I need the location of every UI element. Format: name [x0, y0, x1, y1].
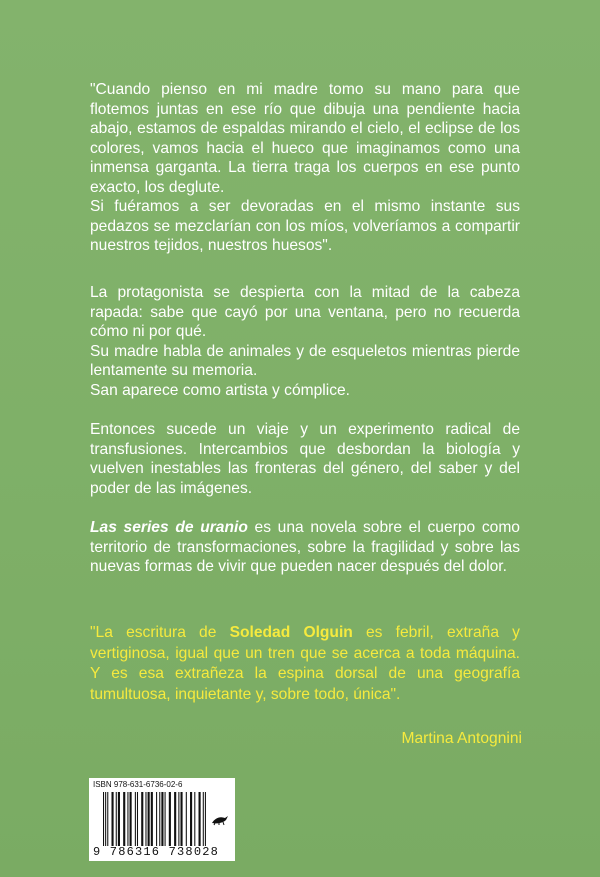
publisher-logo-icon — [211, 814, 229, 826]
synopsis-paragraph-2 — [90, 420, 520, 498]
barcode-bar — [199, 792, 201, 846]
synopsis-paragraph — [90, 283, 520, 400]
opening-excerpt — [90, 80, 520, 256]
barcode-bar — [105, 792, 106, 846]
barcode-bar — [203, 792, 204, 846]
barcode-bar — [123, 792, 125, 846]
barcode-bar — [116, 792, 117, 846]
barcode-bar — [186, 792, 187, 846]
barcode-bar — [130, 792, 132, 846]
barcode-bar — [127, 792, 128, 846]
isbn-barcode — [89, 778, 235, 861]
quote-start: "La escritura de — [90, 624, 230, 641]
barcode-bar — [156, 792, 157, 846]
synopsis-line: Su madre habla de animales y de esqueletos mientras pierde lentamente su memoria. — [90, 342, 520, 379]
barcode-bar — [141, 792, 143, 846]
blurb-quote — [90, 623, 520, 705]
barcode-bar — [190, 792, 192, 846]
barcode-bar — [169, 792, 171, 846]
ean-digits: 9 786316 738028 — [93, 845, 220, 859]
barcode-bar — [205, 792, 206, 846]
quote-end: es febril, extraña y vertiginosa, igual que un tren que se acerca a toda máquina. Y es esa extrañeza la espina dorsal de una geografía tumultuosa, inquietante y, sobre todo, única". — [90, 624, 520, 703]
barcode-bar — [137, 792, 138, 846]
barcode-bar — [174, 792, 176, 846]
synopsis-line: San aparece como artista y cómplice. — [90, 381, 351, 399]
barcode-bar — [107, 792, 108, 846]
excerpt-line: "Cuando pienso en mi madre tomo su mano para que flotemos juntas en ese río que dibuja una pendiente hacia abajo, estamos de espaldas mirando el cielo, el eclipse de los colores, vamos hacia el hueco que imaginamos como una inmensa garganta. La tierra traga los cuerpos en ese punto exacto, los deglute. — [90, 81, 520, 196]
barcode-bar — [194, 792, 195, 846]
description-rest: es una novela sobre el cuerpo como territorio de transformaciones, sobre la fragilidad y sobre las nuevas formas de vivir que pueden nacer después del dolor. — [90, 519, 520, 575]
barcode-bar — [111, 792, 113, 846]
blurb-attribution: Martina Antognini — [401, 730, 522, 747]
barcode-bar — [159, 792, 160, 846]
barcode-bar — [161, 792, 163, 846]
barcode-bar — [118, 792, 120, 846]
barcode-bar — [135, 792, 136, 846]
quoted-author-name: Soledad Olguin — [229, 624, 353, 641]
barcode-bar — [178, 792, 179, 846]
book-description — [90, 518, 520, 577]
excerpt-line: Si fuéramos a ser devoradas en el mismo instante sus pedazos se mezclarían con los míos, volveríamos a compartir nuestros tejidos, nuestros huesos". — [90, 198, 520, 254]
synopsis-line: Entonces sucede un viaje y un experimento radical de transfusiones. Intercambios que desbordan la biología y vuelven inestables las fronteras del género, del saber y del poder de las imágenes. — [90, 421, 520, 497]
book-title: Las series de uranio — [90, 519, 248, 536]
barcode-bar — [180, 792, 182, 846]
synopsis-line: La protagonista se despierta con la mitad de la cabeza rapada: sabe que cayó por una ventana, pero no recuerda cómo ni por qué. — [90, 284, 520, 340]
isbn-label: ISBN 978-631-6736-02-6 — [93, 780, 183, 789]
barcode-bars — [103, 792, 207, 846]
barcode-bar — [103, 792, 104, 846]
barcode-bar — [145, 792, 146, 846]
barcode-bar — [148, 792, 150, 846]
description-line — [90, 518, 520, 577]
barcode-bar — [165, 792, 166, 846]
barcode-bar — [151, 792, 153, 846]
